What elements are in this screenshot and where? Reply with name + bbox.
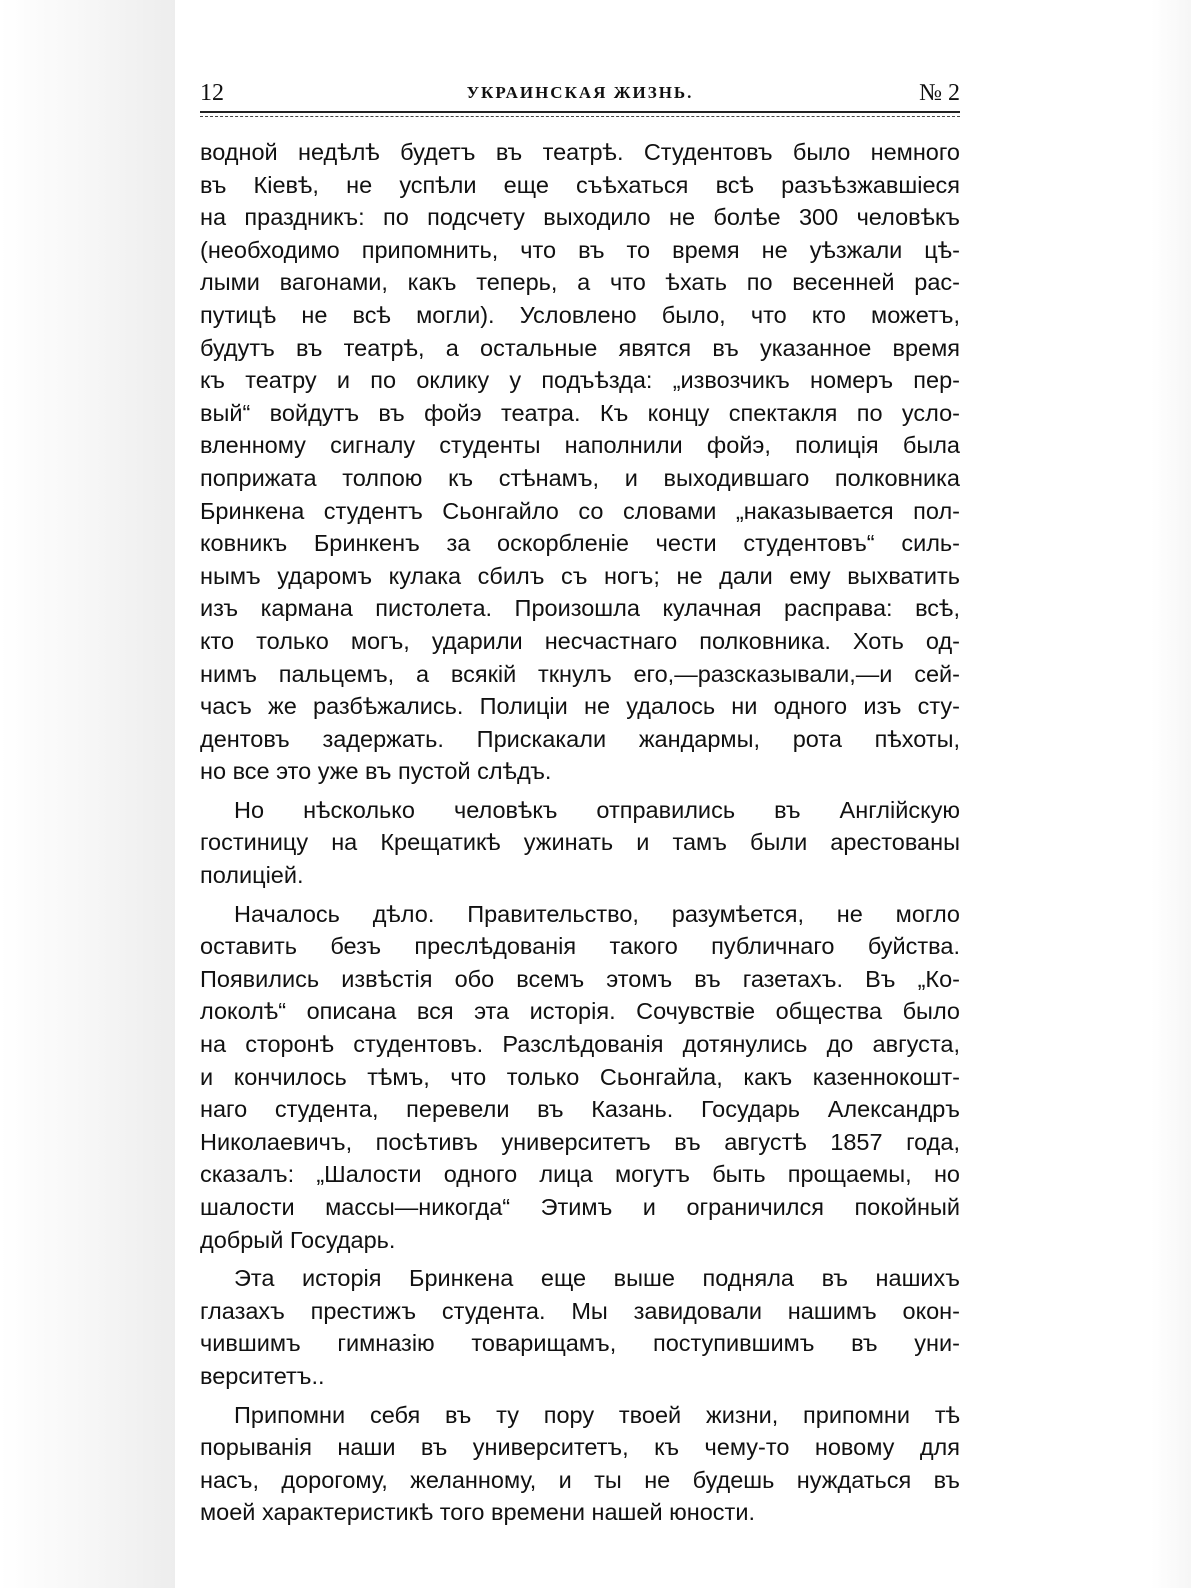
text-line: кто только могъ, ударили несчастнаго полковника. Хоть од- [200,627,960,654]
text-line: изъ кармана пистолета. Произошла кулачная расправа: всѣ, [200,595,960,622]
text-line: шалости массы—никогда“ Этимъ и ограничился покойный [200,1194,960,1220]
text-line: на сторонѣ студентовъ. Разслѣдованія дотянулись до августа, [200,1031,960,1058]
scan-shadow-right [1151,0,1191,1588]
text-line: путицѣ не всѣ могли). Условлено было, что кто можетъ, [200,301,960,328]
text-line: моей характеристикѣ того времени нашей юности. [200,1499,755,1526]
text-line: вленному сигналу студенты наполнили фойэ, полиція была [200,432,960,459]
text-line: добрый Государь. [200,1226,396,1253]
text-line: но все это уже въ пустой слѣдъ. [200,758,552,785]
text-line: вый“ войдутъ въ фойэ театра. Къ концу спектакля по усло- [200,399,960,426]
scan-shadow-left [0,0,175,1588]
header-rule [200,111,960,113]
text-line: ковникъ Бринкенъ за оскорбленіе чести студентовъ“ силь- [200,530,960,557]
header-rule-secondary [200,116,960,117]
issue-number: № 2 [919,80,960,106]
text-line: наго студента, перевели въ Казань. Государь Александръ [200,1096,960,1123]
text-line: Но нѣсколько человѣкъ отправились въ Англійскую [234,796,960,823]
text-line: водной недѣлѣ будетъ въ театрѣ. Студентовъ было немного [200,139,960,165]
text-line: и кончилось тѣмъ, что только Сьонгайла, какъ казеннокошт- [200,1063,960,1090]
text-line: верситетъ.. [200,1362,325,1389]
text-line: въ Кіевѣ, не успѣли еще съѣхаться всѣ разъѣзжавшіеся [200,171,960,198]
text-line: будутъ въ театрѣ, а остальные явятся въ указанное время [200,334,960,361]
text-line: на праздникъ: по подсчету выходило не болѣе 300 человѣкъ [200,204,960,231]
text-line: лыми вагонами, какъ теперь, а что ѣхать по весенней рас- [200,269,960,296]
paragraph [200,1262,960,1392]
paragraph [200,898,960,1257]
paragraph [200,136,960,788]
text-line: нымъ ударомъ кулака сбилъ съ ногъ; не дали ему выхватить [200,562,960,589]
page-number: 12 [200,80,224,106]
running-header [200,78,960,108]
paragraph [200,1399,960,1529]
text-line: къ театру и по оклику у подъѣзда: „извозчикъ номеръ пер- [200,367,960,394]
text-line: дентовъ задержать. Прискакали жандармы, рота пѣхоты, [200,725,960,752]
text-line: полиціей. [200,862,304,889]
text-line: Появились извѣстія обо всемъ этомъ въ газетахъ. Въ „Ко- [200,965,960,992]
text-line: сказалъ: „Шалости одного лица могутъ быть прощаемы, но [200,1161,960,1188]
paragraph [200,794,960,892]
text-line: Началось дѣло. Правительство, разумѣется, не могло [234,900,960,927]
body-text [200,136,960,1529]
text-line: порыванія наши въ университетъ, къ чему-то новому для [200,1434,960,1461]
text-line: (необходимо припомнить, что въ то время не уѣзжали цѣ- [200,236,960,263]
text-line: глазахъ престижъ студента. Мы завидовали нашимъ окон- [200,1297,960,1324]
journal-title: УКРАИНСКАЯ ЖИЗНЬ. [466,83,694,102]
text-line: локолѣ“ описана вся эта исторія. Сочувствіе общества было [200,998,960,1025]
text-line: оставить безъ преслѣдованія такого публичнаго буйства. [200,933,960,960]
text-line: поприжата толпою къ стѣнамъ, и выходившаго полковника [200,464,960,491]
text-line: Эта исторія Бринкена еще выше подняла въ нашихъ [234,1265,960,1292]
text-line: часъ же разбѣжались. Полиціи не удалось ни одного изъ сту- [200,693,960,720]
text-line: гостиницу на Крещатикѣ ужинать и тамъ были арестованы [200,829,960,856]
text-line: чившимъ гимназію товарищамъ, поступившимъ въ уни- [200,1330,960,1357]
text-line: Бринкена студентъ Сьонгайло со словами „наказывается пол- [200,497,960,524]
text-line: Николаевичъ, посѣтивъ университетъ въ августѣ 1857 года, [200,1128,960,1155]
text-line: Припомни себя въ ту пору твоей жизни, припомни тѣ [234,1401,960,1428]
text-line: насъ, дорогому, желанному, и ты не будешь нуждаться въ [200,1466,960,1493]
text-line: нимъ пальцемъ, а всякій ткнулъ его,—разсказывали,—и сей- [200,660,960,687]
